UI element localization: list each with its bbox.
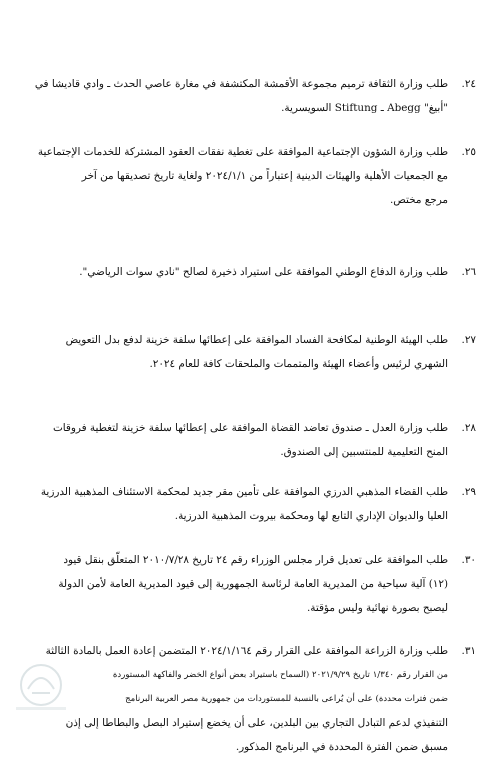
item-number: ٢٥. [461, 146, 476, 158]
item-line: (١٢) آلية سياحية من المديرية العامة لرئاسة الجمهورية إلى قيود المديرية العامة لأمن الدولة [58, 578, 448, 590]
agenda-item [22, 260, 476, 284]
item-line: "أبيغ" Abegg ـ Stiftung السويسرية. [281, 102, 448, 114]
agenda-item [22, 72, 476, 120]
item-line: طلب الموافقة على تعديل قرار مجلس الوزراء رقم ٢٤ تاريخ ٢٠١٠/٧/٢٨ المتعلّق بنقل قيود [63, 554, 448, 566]
item-line: الشهري لرئيس وأعضاء الهيئة والمتممات والملحقات كافة للعام ٢٠٢٤. [149, 358, 448, 370]
item-line: التنفيذي لدعم التبادل التجاري بين البلدين، على أن يخضع إستيراد البصل والبطاطا إلى إذن [65, 717, 448, 729]
item-number: ٢٤. [461, 78, 476, 90]
item-line: طلب وزارة العدل ـ صندوق تعاضد القضاة الموافقة على إعطائها سلفة خزينة لتغطية فروقات [52, 422, 448, 434]
item-line: ليصبح بصورة نهائية وليس مؤقتة. [306, 602, 448, 614]
item-line: من القرار رقم ١/٣٤٠ تاريخ ٢٠٢١/٩/٢٩ (السماح باستيراد بعض أنواع الخضر والفاكهة المستوردة [112, 670, 448, 680]
item-number: ٢٦. [461, 266, 476, 278]
item-number: ٣١. [461, 645, 476, 657]
item-line: المنح التعليمية للمنتسبين إلى الصندوق. [280, 446, 448, 458]
item-line: مع الجمعيات الأهلية والهيئات الدينية إعتباراً من ٢٠٢٤/١/١ ولغاية تاريخ تصديقها من آخر [81, 170, 448, 182]
watermark-logo [6, 659, 76, 719]
agenda-item [22, 480, 476, 528]
item-line: ضمن فترات محددة) على أن يُراعى بالنسبة للمستوردات من جمهورية مصر العربية البرنامج [125, 694, 448, 704]
item-number: ٣٠. [461, 554, 476, 566]
item-number: ٢٩. [461, 486, 476, 498]
item-number: ٢٧. [461, 334, 476, 346]
item-line: طلب القضاء المذهبي الدرزي الموافقة على تأمين مقر جديد لمحكمة الاستئناف المذهبية الدرزية [40, 486, 448, 498]
item-line: مسبق ضمن الفترة المحددة في البرنامج المذكور. [235, 741, 448, 753]
item-number: ٢٨. [461, 422, 476, 434]
agenda-item [22, 416, 476, 464]
agenda-item [22, 328, 476, 376]
item-line: طلب وزارة الزراعة الموافقة على القرار رقم ٢٠٢٤/١/١٦٤ المتضمن إعادة العمل بالمادة الثالثة [45, 645, 448, 657]
agenda-item [22, 548, 476, 620]
item-line: طلب وزارة الشؤون الإجتماعية الموافقة على تغطية نفقات العقود المشتركة للخدمات الإجتماعية [37, 146, 448, 158]
agenda-item [22, 140, 476, 212]
item-line: طلب الهيئة الوطنية لمكافحة الفساد الموافقة على إعطائها سلفة خزينة لدفع بدل التعويض [65, 334, 448, 346]
item-line: طلب وزارة الدفاع الوطني الموافقة على استيراد ذخيرة لصالح "نادي سوات الرياضي". [79, 266, 448, 278]
item-line: طلب وزارة الثقافة ترميم مجموعة الأقمشة المكتشفة في مغارة عاصي الحدث ـ وادي قاديشا في [34, 78, 448, 90]
item-line: مرجع مختص. [390, 194, 448, 206]
agenda-item [22, 639, 476, 759]
item-line: العليا والديوان الإداري التابع لها ومحكمة بيروت المذهبية الدرزية. [174, 510, 448, 522]
